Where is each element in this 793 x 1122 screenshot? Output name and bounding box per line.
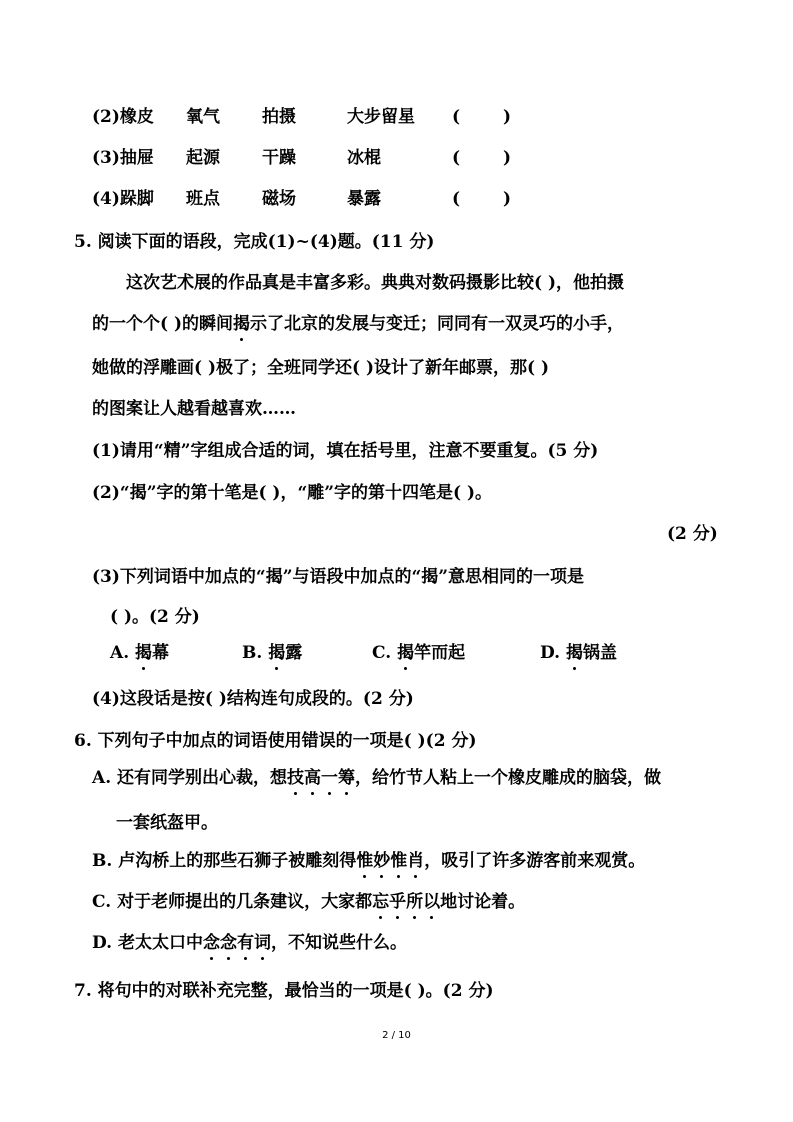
option-b: B. 揭露 [242, 643, 303, 663]
answer-paren-close: ) [503, 148, 512, 168]
option-c: C. 揭竿而起 [372, 643, 466, 663]
option-a: A. 还有同学别出心裁，想技高一筹，给竹节人粘上一个橡皮雕成的脑袋，做 [92, 768, 662, 788]
option-a-cont: 一套纸盔甲。 [116, 813, 218, 833]
q4-row-item: 暴露 [347, 189, 381, 209]
dotted-char: 所 [406, 892, 424, 912]
q4-row-item: 班点 [186, 189, 220, 209]
option-b: B. 卢沟桥上的那些石狮子被雕刻得惟妙惟肖，吸引了许多游客前来观赏。 [92, 851, 646, 871]
dotted-char: 念 [219, 933, 237, 953]
page-number: 2 / 10 [382, 1030, 411, 1041]
q4-row-item: 起源 [186, 148, 220, 168]
answer-paren-open: ( [452, 148, 461, 168]
sub-question-3: (3)下列词语中加点的“揭”与语段中加点的“揭”意思相同的一项是 [92, 567, 585, 587]
q4-row-item: (3)抽屉 [92, 148, 154, 168]
score-label: (2 分) [667, 524, 718, 544]
answer-paren-close: ) [503, 107, 512, 127]
q4-row-item: 干躁 [262, 148, 296, 168]
sub-question-3-cont: ( )。(2 分) [110, 607, 200, 627]
answer-paren-open: ( [452, 189, 461, 209]
q4-row-item: 氧气 [186, 107, 220, 127]
option-c: C. 对于老师提出的几条建议，大家都忘乎所以地讨论着。 [92, 892, 526, 912]
answer-paren-open: ( [452, 107, 461, 127]
dotted-char: 揭 [397, 643, 415, 663]
answer-paren-close: ) [503, 189, 512, 209]
q4-row-item: 磁场 [262, 189, 296, 209]
question-6-title: 6. 下列句子中加点的词语使用错误的一项是( )(2 分) [74, 731, 477, 751]
dotted-char: 揭 [565, 643, 583, 663]
q4-row-item: 冰棍 [347, 148, 381, 168]
dotted-char: 乎 [389, 892, 407, 912]
paragraph-line: 的图案让人越看越喜欢…… [92, 399, 296, 419]
dotted-char: 揭 [135, 643, 153, 663]
paragraph-line: 的一个个( )的瞬间揭示了北京的发展与变迁；同同有一双灵巧的小手， [92, 314, 625, 334]
paragraph-line: 这次艺术展的作品真是丰富多彩。典典对数码摄影比较( )，他拍摄 [126, 273, 625, 293]
q4-row-item: 大步留星 [347, 107, 415, 127]
dotted-char: 高 [304, 768, 322, 788]
dotted-char: 一 [321, 768, 339, 788]
dotted-char: 忘 [372, 892, 390, 912]
option-d: D. 老太太口中念念有词，不知说些什么。 [92, 933, 407, 953]
dotted-char: 惟 [390, 851, 408, 871]
question-5-title: 5. 阅读下面的语段，完成(1)~(4)题。(11 分) [74, 232, 435, 252]
dotted-char: 有 [236, 933, 254, 953]
q4-row-item: (2)橡皮 [92, 107, 154, 127]
q4-row-item: 拍摄 [262, 107, 296, 127]
dotted-char: 妙 [373, 851, 391, 871]
dotted-char: 惟 [356, 851, 374, 871]
paragraph-line: 她做的浮雕画( )极了；全班同学还( )设计了新年邮票，那( ) [92, 358, 550, 378]
sub-question-2: (2)“揭”字的第十笔是( )，“雕”字的第十四笔是( )。 [92, 483, 493, 503]
dotted-char: 揭 [233, 314, 251, 334]
dotted-char: 词 [253, 933, 271, 953]
q4-row-item: (4)跺脚 [92, 189, 154, 209]
dotted-char: 技 [287, 768, 305, 788]
option-d: D. 揭锅盖 [540, 643, 617, 663]
dotted-char: 念 [202, 933, 220, 953]
dotted-char: 以 [423, 892, 441, 912]
dotted-char: 肖 [407, 851, 425, 871]
question-7-title: 7. 将句中的对联补充完整，最恰当的一项是( )。(2 分) [74, 981, 494, 1001]
dotted-char: 揭 [268, 643, 286, 663]
dotted-char: 筹 [338, 768, 356, 788]
sub-question-1: (1)请用“精”字组成合适的词，填在括号里，注意不要重复。(5 分) [92, 441, 599, 461]
sub-question-4: (4)这段话是按( )结构连句成段的。(2 分) [92, 689, 414, 709]
option-a: A. 揭幕 [110, 643, 170, 663]
